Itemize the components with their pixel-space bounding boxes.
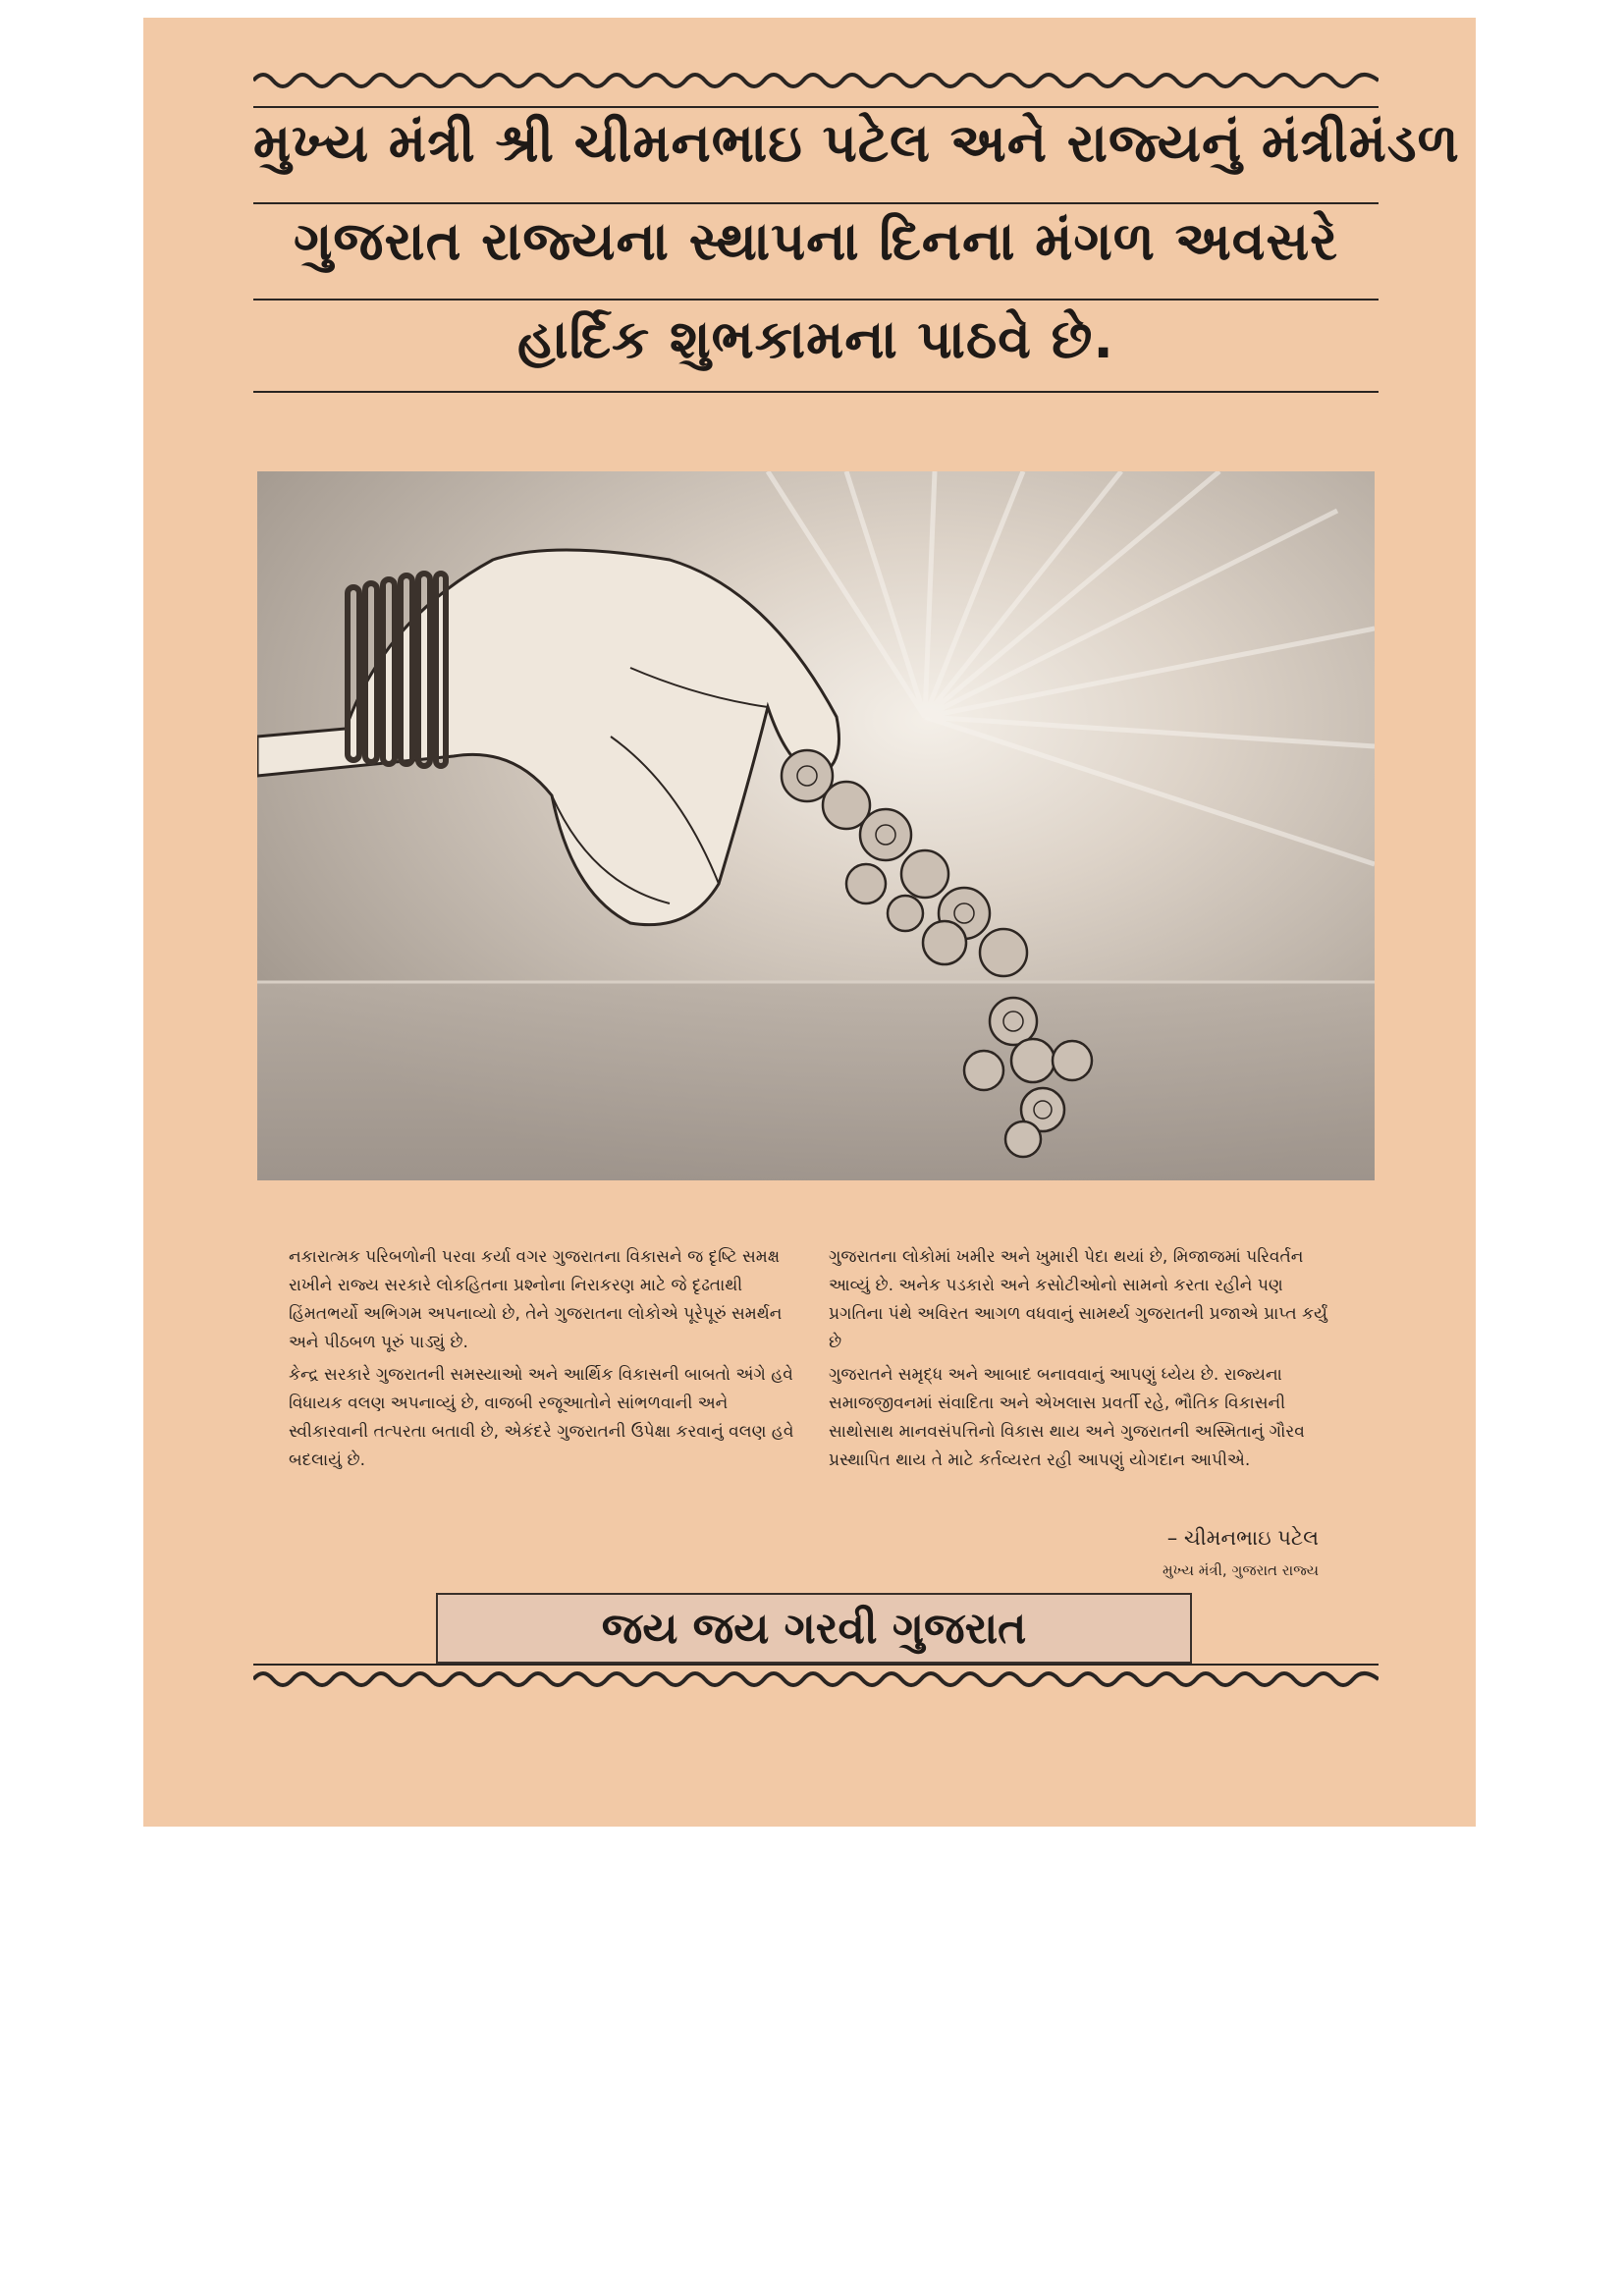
headline-line-2: ગુજરાત રાજ્યના સ્થાપના દિનના મંગળ અવસરે [294, 210, 1338, 272]
body-left-column [289, 1243, 799, 1479]
hand-scattering-flowers-illustration [257, 471, 1375, 1180]
bottom-wave-border [253, 1667, 1379, 1689]
signature-name: – ચીમનભાઇ પટેલ [1166, 1526, 1319, 1550]
top-wave-border [253, 67, 1379, 88]
right-paragraph-1: ગુજરાતના લોકોમાં ખમીર અને ખુમારી પેદા થયાં છે, મિજાજમાં પરિવર્તન આવ્યું છે. અનેક પડકારો અને કસોટીઓનો સામનો કરતા રહીને પણ પ્રગતિના પંથે અવિરત આગળ વધવાનું સામર્થ્ય ગુજરાતની પ્રજાએ પ્રાપ્ત કર્યું છે [829, 1247, 1327, 1352]
rule-4 [253, 391, 1379, 393]
rule-2 [253, 202, 1379, 204]
rule-1 [253, 106, 1379, 108]
headline-line-3: હાર્દિક શુભકામના પાઠવે છે. [517, 308, 1114, 370]
advertisement-page [143, 18, 1476, 1827]
right-paragraph-2: ગુજરાતને સમૃદ્ધ અને આબાદ બનાવવાનું આપણું ધ્યેય છે. રાજ્યના સમાજજીવનમાં સંવાદિતા અને એખલાસ પ્રવર્તી રહે, ભૌતિક વિકાસની સાથોસાથ માનવસંપત્તિનો વિકાસ થાય અને ગુજરાતની અસ્મિતાનું ગૌરવ પ્રસ્થાપિત થાય તે માટે કર્તવ્યરત રહી આપણું યોગદાન આપીએ. [829, 1365, 1305, 1470]
slogan-box [436, 1593, 1192, 1664]
body-right-column [829, 1243, 1339, 1479]
rule-3 [253, 299, 1379, 301]
headline-line-1: મુખ્ય મંત્રી શ્રી ચીમનભાઇ પટેલ અને રાજ્યનું મંત્રીમંડળ [253, 112, 1460, 174]
rule-bottom [253, 1664, 1379, 1666]
signature-title: મુખ્ય મંત્રી, ગુજરાત રાજ્ય [1163, 1561, 1319, 1579]
left-paragraph-1: નકારાત્મક પરિબળોની પરવા કર્યા વગર ગુજરાતના વિકાસને જ દૃષ્ટિ સમક્ષ રાખીને રાજ્ય સરકારે લોકહિતના પ્રશ્નોના નિરાકરણ માટે જે દૃઢતાથી હિંમતભર્યો અભિગમ અપનાવ્યો છે, તેને ગુજરાતના લોકોએ પૂરેપૂરું સમર્થન અને પીઠબળ પૂરું પાડ્યું છે. [289, 1247, 783, 1352]
slogan-text: જય જય ગરવી ગુજરાત [601, 1603, 1027, 1654]
left-paragraph-2: કેન્દ્ર સરકારે ગુજરાતની સમસ્યાઓ અને આર્થિક વિકાસની બાબતો અંગે હવે વિધાયક વલણ અપનાવ્યું છે, વાજબી રજૂઆતોને સાંભળવાની અને સ્વીકારવાની તત્પરતા બતાવી છે, એકંદરે ગુજરાતની ઉપેક્ષા કરવાનું વલણ હવે બદલાયું છે. [289, 1365, 794, 1470]
